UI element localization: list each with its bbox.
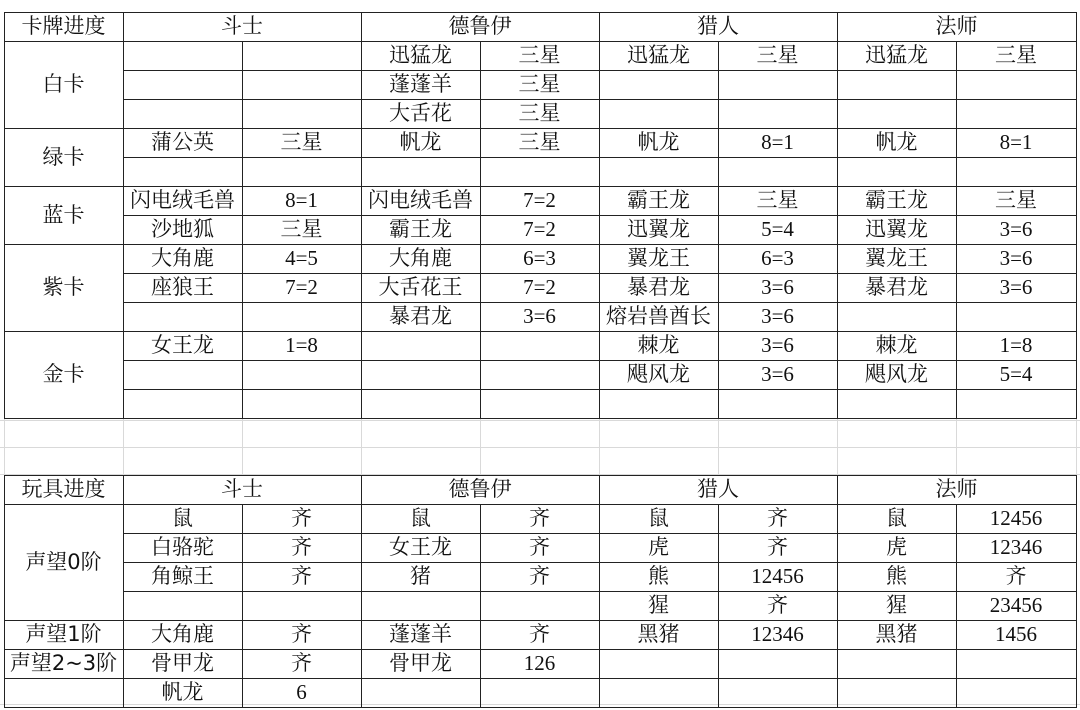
table-cell: 骨甲龙: [151, 651, 214, 675]
table-cell: [361, 389, 480, 418]
table-cell: 猩: [648, 593, 669, 617]
table-cell: [599, 678, 718, 707]
table-cell: [837, 99, 956, 128]
table-cell: [480, 157, 599, 186]
group-label: 白卡: [42, 72, 85, 96]
column-header: 斗士: [221, 14, 263, 38]
table-cell: 三星: [995, 43, 1037, 67]
table-cell: 8=1: [761, 130, 794, 154]
table-cell: 齐: [529, 506, 550, 530]
group-label: 蓝卡: [42, 202, 85, 227]
table-cell: 黑猪: [637, 622, 680, 646]
table-cell: [837, 649, 956, 678]
table-cell: 帆龙: [875, 130, 918, 154]
column-header: 斗士: [221, 477, 263, 501]
table-cell: [480, 389, 599, 418]
table-cell: 迅猛龙: [389, 43, 452, 67]
column-header: 法师: [935, 14, 978, 38]
table-border: [718, 504, 719, 708]
table-cell: 23456: [989, 593, 1043, 617]
gridline: [956, 417, 957, 475]
table-border: [480, 41, 481, 419]
table-cell: 迅猛龙: [865, 43, 928, 67]
gridline: [480, 417, 481, 475]
table-cell: [361, 591, 480, 620]
table-cell: [837, 302, 956, 331]
table-cell: 3=6: [761, 333, 794, 357]
group-label: 紫卡: [42, 275, 85, 299]
table-cell: [123, 157, 242, 186]
table-cell: [837, 389, 956, 418]
table-border: [4, 12, 5, 419]
table-cell: 虎: [648, 535, 669, 559]
table-cell: [956, 99, 1076, 128]
table-cell: 1=8: [999, 333, 1033, 357]
table-cell: [718, 70, 837, 99]
table-cell: [599, 389, 718, 418]
table-cell: 骨甲龙: [389, 651, 452, 675]
table-border: [242, 41, 243, 419]
table-cell: [837, 157, 956, 186]
table-cell: 3=6: [523, 304, 556, 328]
table-cell: 熔岩兽酋长: [606, 304, 711, 328]
gridline: [599, 417, 600, 475]
table-cell: [718, 99, 837, 128]
table-cell: 三星: [280, 217, 323, 241]
table-cell: 4=5: [285, 246, 318, 270]
table-cell: [718, 389, 837, 418]
table-cell: 霸王龙: [389, 217, 452, 241]
table-cell: 7=2: [523, 188, 556, 212]
table-cell: 12456: [989, 506, 1043, 530]
gridline: [1076, 417, 1077, 475]
table-cell: [956, 302, 1076, 331]
table-cell: 大角鹿: [151, 622, 214, 646]
table-border: [837, 475, 838, 708]
table-cell: 飓风龙: [627, 362, 690, 386]
table-cell: 翼龙王: [627, 246, 690, 270]
gridline: [361, 417, 362, 475]
table-cell: 8=1: [999, 130, 1033, 154]
group-label: [4, 678, 123, 707]
table-cell: 熊: [648, 564, 669, 588]
group-label: 声望2~3阶: [9, 651, 118, 675]
table-cell: [242, 99, 361, 128]
table-cell: 暴君龙: [865, 275, 928, 299]
table-cell: 棘龙: [637, 333, 680, 357]
table-cell: 5=4: [999, 362, 1033, 386]
table-border: [480, 504, 481, 708]
table-cell: 帆龙: [161, 680, 204, 704]
table-cell: [123, 41, 242, 70]
table-cell: 6=3: [761, 246, 794, 270]
table-cell: 3=6: [999, 217, 1033, 241]
table-cell: [599, 157, 718, 186]
table-border: [4, 475, 1077, 476]
group-label: 声望1阶: [25, 622, 102, 646]
table-cell: [123, 591, 242, 620]
table-cell: 6: [296, 680, 307, 704]
table-cell: [956, 678, 1076, 707]
table-cell: 迅猛龙: [627, 43, 690, 67]
table-cell: 大舌花王: [378, 275, 463, 299]
table-cell: [242, 302, 361, 331]
table-cell: 棘龙: [875, 333, 918, 357]
table-cell: [242, 360, 361, 389]
table-cell: 大舌花: [389, 101, 452, 125]
table-cell: [956, 157, 1076, 186]
group-label: 声望0阶: [25, 549, 102, 574]
table-border: [1076, 475, 1077, 708]
table-border: [956, 41, 957, 419]
table-cell: 三星: [756, 188, 799, 212]
row-header-title: 玩具进度: [21, 477, 106, 501]
row-header-title: 卡牌进度: [21, 14, 106, 38]
table-cell: 3=6: [999, 246, 1033, 270]
table-cell: [480, 591, 599, 620]
table-cell: 齐: [291, 535, 312, 559]
table-cell: 齐: [529, 535, 550, 559]
table-cell: 大角鹿: [389, 246, 452, 270]
table-cell: 齐: [291, 564, 312, 588]
table-cell: 熊: [886, 564, 907, 588]
table-cell: 角鲸王: [151, 564, 214, 588]
table-cell: [718, 157, 837, 186]
gridline: [123, 417, 124, 475]
table-cell: 鼠: [648, 506, 669, 530]
table-border: [599, 475, 600, 708]
table-cell: 暴君龙: [627, 275, 690, 299]
table-cell: [956, 389, 1076, 418]
table-cell: 三星: [756, 43, 799, 67]
table-cell: 黑猪: [875, 622, 918, 646]
table-border: [242, 504, 243, 708]
table-border: [361, 12, 362, 419]
table-cell: 12456: [751, 564, 804, 588]
column-header: 德鲁伊: [448, 14, 512, 38]
table-cell: [361, 331, 480, 360]
table-cell: 猩: [886, 593, 907, 617]
table-border: [123, 418, 1077, 419]
table-cell: 齐: [767, 535, 788, 559]
table-cell: 鼠: [886, 506, 907, 530]
column-header: 法师: [935, 477, 978, 501]
table-border: [718, 41, 719, 419]
table-cell: [480, 678, 599, 707]
table-border: [123, 12, 124, 419]
table-cell: 7=2: [523, 275, 556, 299]
column-header: 德鲁伊: [448, 477, 512, 501]
gridline: [0, 447, 1080, 448]
table-cell: 帆龙: [399, 130, 442, 154]
table-cell: 5=4: [761, 217, 794, 241]
table-border: [123, 475, 124, 708]
table-cell: 3=6: [761, 362, 794, 386]
table-cell: 齐: [291, 622, 312, 646]
table-cell: 12346: [989, 535, 1043, 559]
column-header: 猎人: [697, 477, 739, 501]
table-border: [4, 707, 124, 708]
table-cell: 三星: [518, 72, 561, 96]
table-border: [4, 475, 5, 708]
table-cell: [599, 649, 718, 678]
table-cell: [361, 360, 480, 389]
table-cell: 座狼王: [151, 275, 214, 299]
table-cell: 6=3: [523, 246, 556, 270]
table-cell: [123, 99, 242, 128]
table-cell: 8=1: [285, 188, 318, 212]
table-cell: 3=6: [761, 275, 794, 299]
table-cell: 蓬蓬羊: [389, 622, 452, 646]
table-cell: [480, 331, 599, 360]
table-cell: [480, 360, 599, 389]
table-cell: 鼠: [172, 506, 193, 530]
table-border: [361, 475, 362, 708]
table-border: [599, 12, 600, 419]
table-border: [956, 504, 957, 708]
table-cell: 蒲公英: [151, 130, 214, 154]
table-cell: 猪: [410, 564, 431, 588]
table-cell: 女王龙: [389, 535, 452, 559]
table-cell: 霸王龙: [865, 188, 928, 212]
table-cell: 翼龙王: [865, 246, 928, 270]
table-cell: 126: [523, 651, 556, 675]
table-cell: [123, 70, 242, 99]
table-cell: [599, 70, 718, 99]
table-cell: 3=6: [761, 304, 794, 328]
table-cell: 鼠: [410, 506, 431, 530]
table-cell: 迅翼龙: [865, 217, 928, 241]
table-cell: [123, 360, 242, 389]
table-cell: [361, 678, 480, 707]
table-cell: 齐: [767, 506, 788, 530]
table-cell: 齐: [291, 651, 312, 675]
table-cell: 齐: [767, 593, 788, 617]
table-cell: 白骆驼: [151, 535, 214, 559]
column-header: 猎人: [697, 14, 739, 38]
table-cell: [956, 70, 1076, 99]
table-cell: 3=6: [999, 275, 1033, 299]
table-cell: 蓬蓬羊: [389, 72, 452, 96]
table-cell: 齐: [1005, 564, 1027, 588]
table-cell: [123, 302, 242, 331]
table-cell: 闪电绒毛兽: [130, 188, 235, 212]
table-cell: [718, 678, 837, 707]
gridline: [4, 417, 5, 475]
table-cell: [837, 70, 956, 99]
table-cell: [599, 99, 718, 128]
table-cell: 7=2: [523, 217, 556, 241]
table-cell: 暴君龙: [389, 304, 452, 328]
table-cell: 三星: [518, 43, 561, 67]
table-cell: 齐: [529, 622, 550, 646]
table-cell: 齐: [291, 506, 312, 530]
table-cell: 大角鹿: [151, 246, 214, 270]
table-cell: 闪电绒毛兽: [368, 188, 473, 212]
group-label: 金卡: [42, 362, 85, 386]
gridline: [837, 417, 838, 475]
table-cell: 霸王龙: [627, 188, 690, 212]
table-cell: [123, 389, 242, 418]
table-cell: 三星: [518, 101, 561, 125]
table-cell: [242, 591, 361, 620]
table-cell: [242, 389, 361, 418]
table-cell: [242, 157, 361, 186]
gridline: [718, 417, 719, 475]
table-cell: 12346: [751, 622, 804, 646]
table-cell: 1456: [995, 622, 1037, 646]
table-border: [1076, 12, 1077, 419]
table-border: [837, 12, 838, 419]
gridline: [242, 417, 243, 475]
group-label: 绿卡: [42, 144, 85, 169]
table-cell: [242, 70, 361, 99]
table-border: [4, 418, 124, 419]
table-cell: 齐: [529, 564, 550, 588]
table-cell: 女王龙: [151, 333, 214, 357]
table-border: [123, 707, 1077, 708]
table-cell: [956, 649, 1076, 678]
table-cell: 1=8: [285, 333, 318, 357]
table-cell: [837, 678, 956, 707]
table-cell: 虎: [886, 535, 907, 559]
table-cell: 迅翼龙: [627, 217, 690, 241]
table-cell: 三星: [995, 188, 1037, 212]
table-cell: 7=2: [285, 275, 318, 299]
gridline: [0, 420, 1080, 421]
table-cell: 帆龙: [637, 130, 680, 154]
table-cell: 沙地狐: [151, 217, 214, 241]
table-cell: 三星: [280, 130, 323, 154]
table-cell: 飓风龙: [865, 362, 928, 386]
table-border: [4, 12, 1077, 13]
table-cell: [242, 41, 361, 70]
table-cell: [361, 157, 480, 186]
table-cell: 三星: [518, 130, 561, 154]
table-cell: [718, 649, 837, 678]
